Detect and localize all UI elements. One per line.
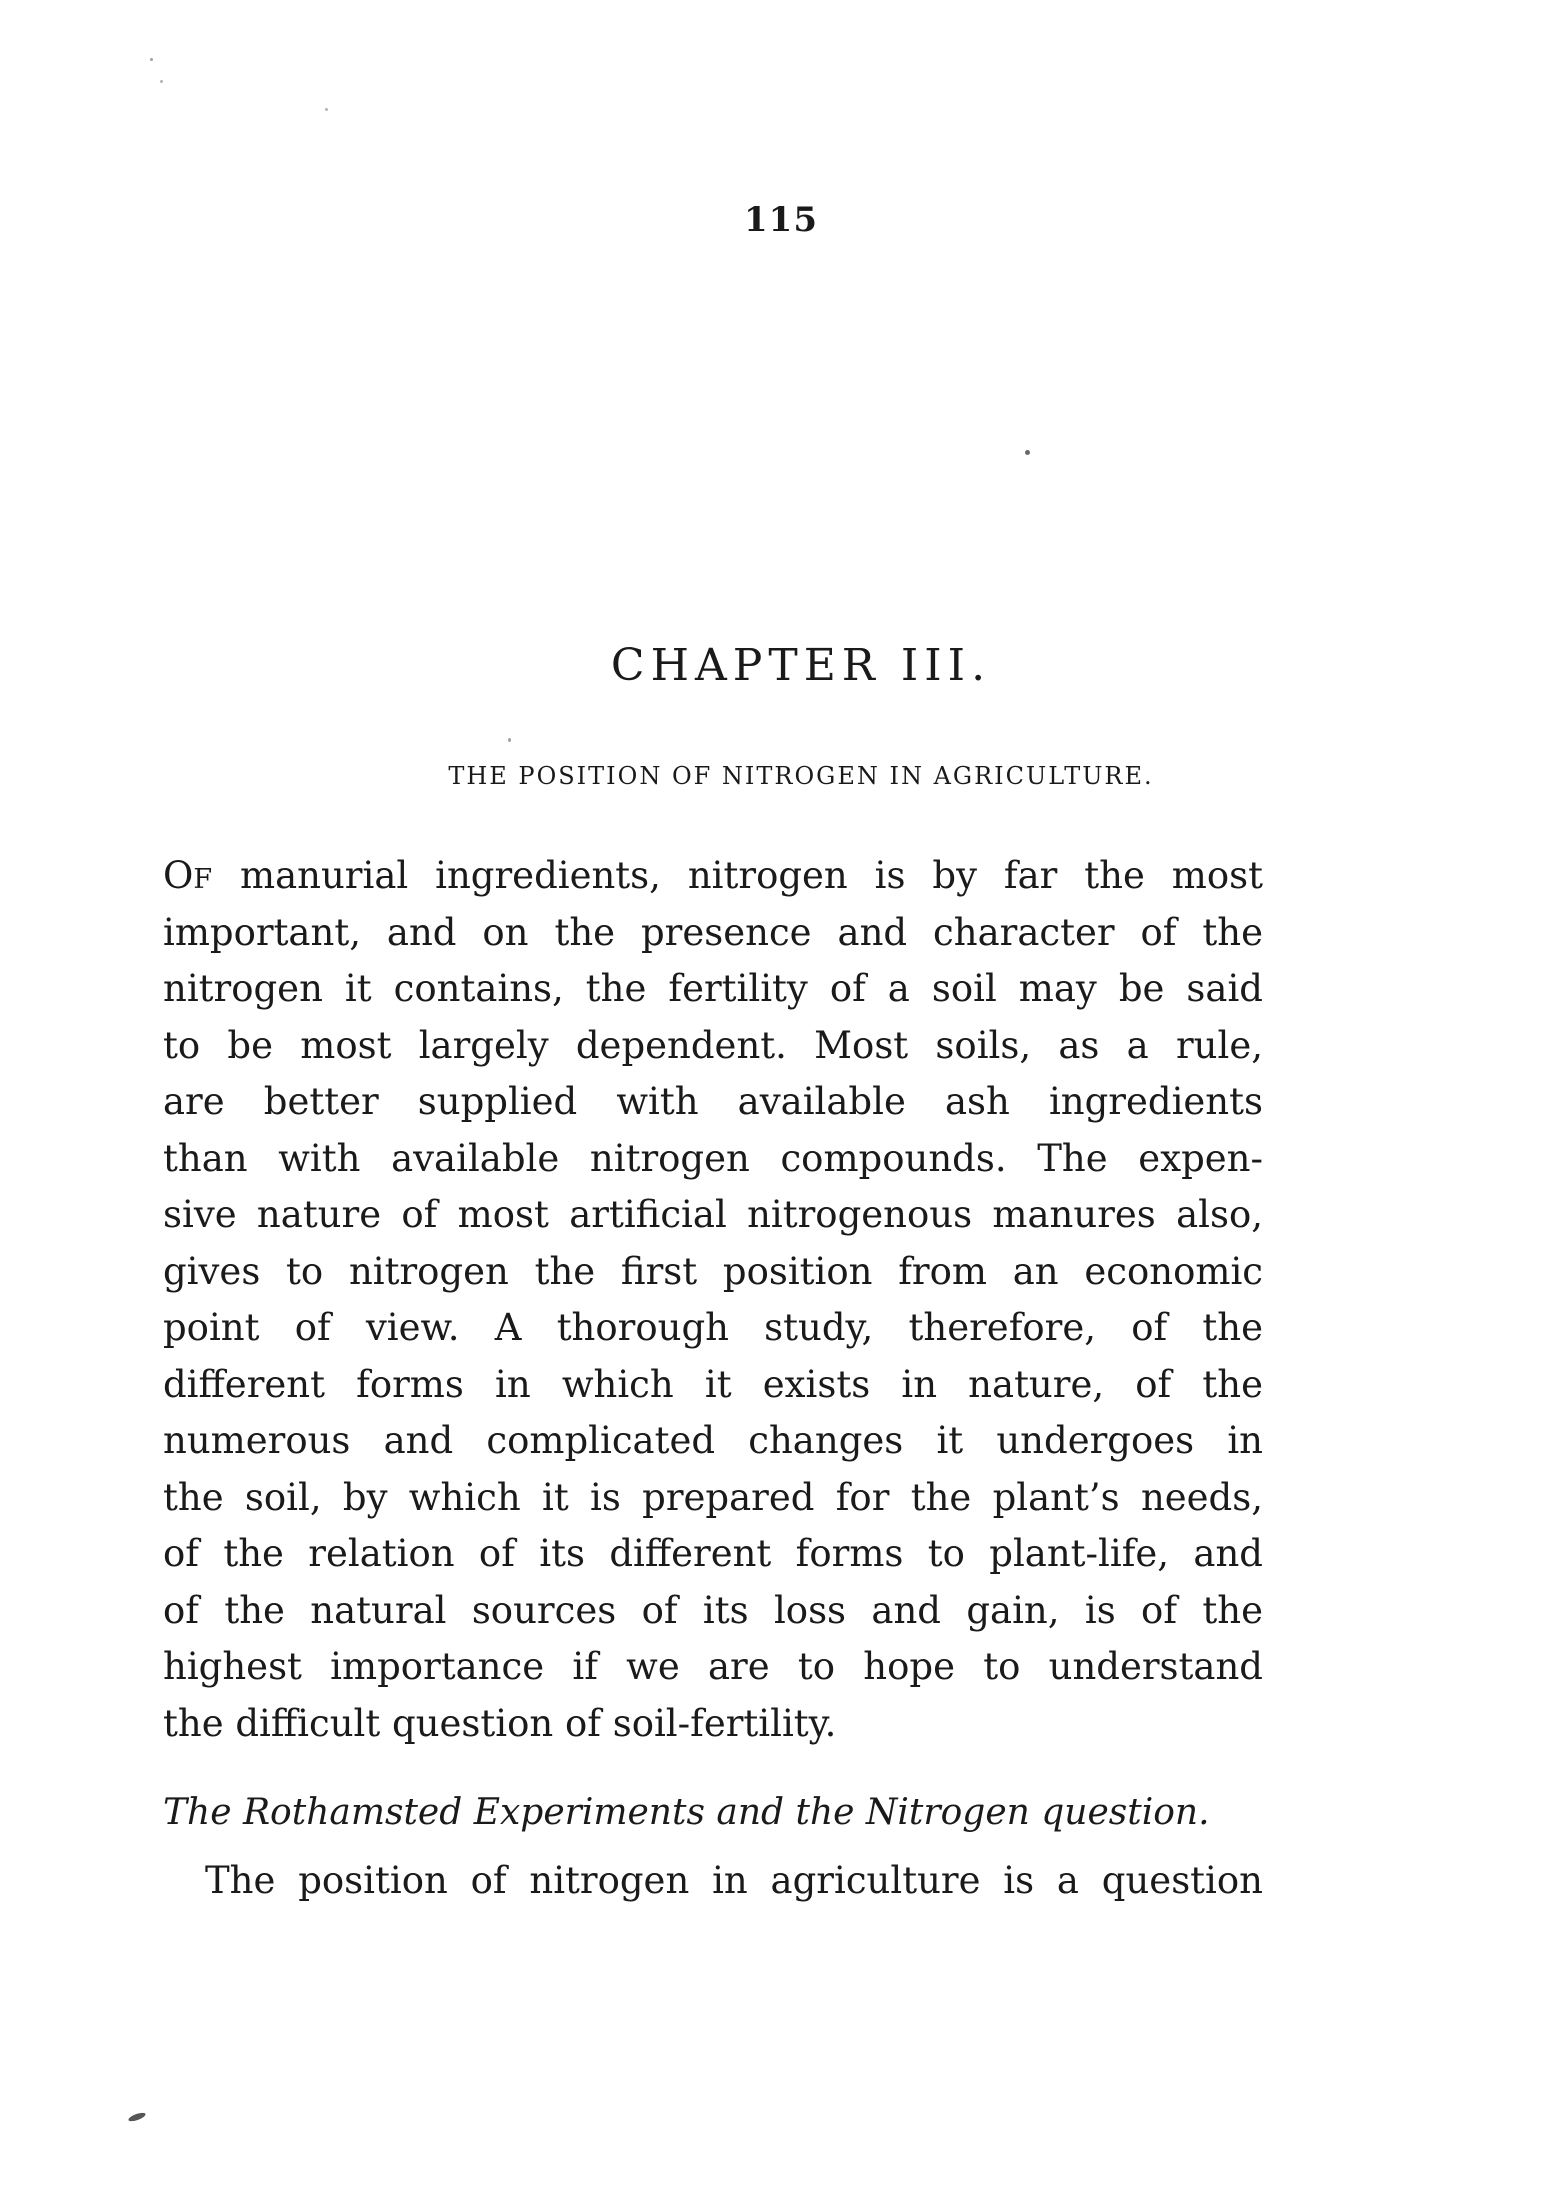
paragraph-line: gives to nitrogen the first position from an economic	[163, 1249, 1263, 1293]
chapter-subtitle: THE POSITION OF NITROGEN IN AGRICULTURE.	[448, 762, 1154, 790]
paragraph-line: important, and on the presence and character of the	[163, 910, 1263, 954]
paragraph-line	[163, 848, 1263, 905]
section-heading: The Rothamsted Experiments and the Nitrogen question.	[163, 1792, 1210, 1833]
line-text: manurial ingredients, nitrogen is by far the most	[240, 854, 1263, 897]
chapter-title: CHAPTER III.	[610, 640, 992, 691]
paragraph-line: the difficult question of soil-fertility.	[163, 1701, 837, 1745]
scan-speck	[325, 108, 328, 111]
paragraph-line: to be most largely dependent. Most soils, as a rule,	[163, 1023, 1263, 1067]
scan-speck	[160, 80, 163, 83]
scan-speck	[128, 2111, 147, 2123]
paragraph-line: than with available nitrogen compounds. The expen-	[163, 1136, 1263, 1180]
paragraph-line: point of view. A thorough study, therefore, of the	[163, 1306, 1263, 1349]
page-number: 115	[744, 200, 818, 240]
paragraph-line: the soil, by which it is prepared for the plant’s needs,	[163, 1475, 1263, 1519]
lead-word: OF	[163, 854, 214, 897]
scan-speck	[150, 58, 153, 61]
paragraph-line: highest importance if we are to hope to understand	[163, 1645, 1263, 1688]
paragraph-line: nitrogen it contains, the fertility of a soil may be said	[163, 967, 1263, 1010]
paragraph-line: are better supplied with available ash ingredients	[163, 1080, 1263, 1123]
section-first-line: The position of nitrogen in agriculture is a question	[205, 1859, 1263, 1902]
paragraph-line: different forms in which it exists in nature, of the	[163, 1362, 1263, 1406]
paragraph-line: of the relation of its different forms to plant-life, and	[163, 1532, 1263, 1575]
scan-speck	[508, 738, 511, 742]
paragraph-line: sive nature of most artificial nitrogenous manures also,	[163, 1193, 1263, 1236]
scan-speck	[1025, 450, 1030, 455]
paragraph-line: of the natural sources of its loss and gain, is of the	[163, 1588, 1263, 1632]
paragraph-line: numerous and complicated changes it undergoes in	[163, 1419, 1263, 1462]
body-paragraph	[163, 848, 1263, 1752]
